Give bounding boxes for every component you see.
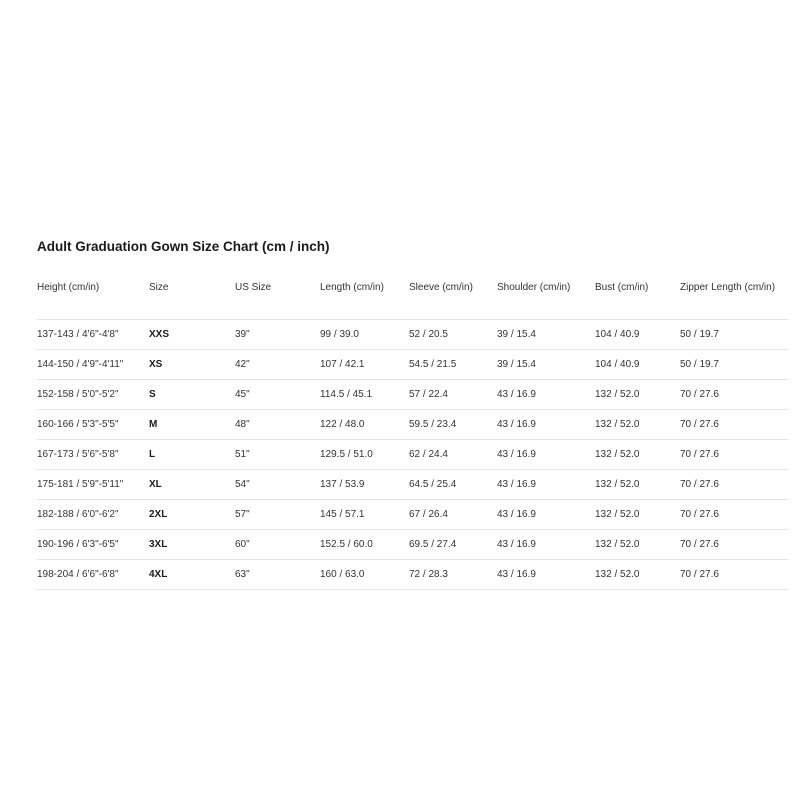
cell-bust: 132 / 52.0: [595, 530, 680, 560]
table-row: [37, 410, 789, 440]
cell-size: L: [149, 440, 235, 470]
cell-height: 160-166 / 5'3"-5'5": [37, 410, 149, 440]
cell-bust: 132 / 52.0: [595, 500, 680, 530]
cell-shoulder: 43 / 16.9: [497, 530, 595, 560]
header-height: Height (cm/in): [37, 281, 149, 320]
cell-size: S: [149, 380, 235, 410]
table-row: [37, 500, 789, 530]
cell-length: 160 / 63.0: [320, 560, 409, 590]
cell-size: 3XL: [149, 530, 235, 560]
cell-height: 198-204 / 6'6"-6'8": [37, 560, 149, 590]
cell-zipper-length: 70 / 27.6: [680, 470, 789, 500]
cell-shoulder: 43 / 16.9: [497, 380, 595, 410]
cell-shoulder: 43 / 16.9: [497, 560, 595, 590]
size-table: [37, 281, 789, 590]
cell-shoulder: 43 / 16.9: [497, 500, 595, 530]
cell-size: XXS: [149, 320, 235, 350]
cell-length: 107 / 42.1: [320, 350, 409, 380]
cell-zipper-length: 50 / 19.7: [680, 350, 789, 380]
cell-sleeve: 67 / 26.4: [409, 500, 497, 530]
cell-length: 145 / 57.1: [320, 500, 409, 530]
header-sleeve: Sleeve (cm/in): [409, 281, 497, 320]
cell-bust: 104 / 40.9: [595, 350, 680, 380]
header-zipper-length: Zipper Length (cm/in): [680, 281, 789, 320]
cell-sleeve: 52 / 20.5: [409, 320, 497, 350]
table-row: [37, 440, 789, 470]
cell-sleeve: 72 / 28.3: [409, 560, 497, 590]
cell-zipper-length: 70 / 27.6: [680, 380, 789, 410]
cell-size: M: [149, 410, 235, 440]
cell-zipper-length: 70 / 27.6: [680, 500, 789, 530]
cell-height: 182-188 / 6'0"-6'2": [37, 500, 149, 530]
cell-size: 2XL: [149, 500, 235, 530]
cell-shoulder: 43 / 16.9: [497, 410, 595, 440]
cell-bust: 132 / 52.0: [595, 380, 680, 410]
cell-sleeve: 54.5 / 21.5: [409, 350, 497, 380]
cell-sleeve: 57 / 22.4: [409, 380, 497, 410]
cell-bust: 132 / 52.0: [595, 410, 680, 440]
chart-title: Adult Graduation Gown Size Chart (cm / inch): [37, 239, 330, 254]
cell-size: XL: [149, 470, 235, 500]
cell-size: XS: [149, 350, 235, 380]
cell-zipper-length: 50 / 19.7: [680, 320, 789, 350]
cell-height: 167-173 / 5'6"-5'8": [37, 440, 149, 470]
cell-us-size: 54": [235, 470, 320, 500]
cell-sleeve: 62 / 24.4: [409, 440, 497, 470]
cell-us-size: 45": [235, 380, 320, 410]
cell-length: 137 / 53.9: [320, 470, 409, 500]
cell-zipper-length: 70 / 27.6: [680, 530, 789, 560]
cell-height: 175-181 / 5'9"-5'11": [37, 470, 149, 500]
cell-bust: 132 / 52.0: [595, 470, 680, 500]
cell-length: 99 / 39.0: [320, 320, 409, 350]
table-row: [37, 470, 789, 500]
cell-zipper-length: 70 / 27.6: [680, 410, 789, 440]
cell-sleeve: 69.5 / 27.4: [409, 530, 497, 560]
cell-us-size: 48": [235, 410, 320, 440]
cell-bust: 132 / 52.0: [595, 440, 680, 470]
header-shoulder: Shoulder (cm/in): [497, 281, 595, 320]
cell-us-size: 42": [235, 350, 320, 380]
cell-height: 190-196 / 6'3"-6'5": [37, 530, 149, 560]
header-row: [37, 281, 789, 320]
cell-length: 114.5 / 45.1: [320, 380, 409, 410]
cell-shoulder: 39 / 15.4: [497, 350, 595, 380]
cell-us-size: 63": [235, 560, 320, 590]
cell-shoulder: 43 / 16.9: [497, 440, 595, 470]
cell-zipper-length: 70 / 27.6: [680, 560, 789, 590]
cell-sleeve: 59.5 / 23.4: [409, 410, 497, 440]
cell-bust: 132 / 52.0: [595, 560, 680, 590]
cell-size: 4XL: [149, 560, 235, 590]
cell-shoulder: 43 / 16.9: [497, 470, 595, 500]
header-size: Size: [149, 281, 235, 320]
header-us-size: US Size: [235, 281, 320, 320]
cell-height: 137-143 / 4'6"-4'8": [37, 320, 149, 350]
table-body: [37, 320, 789, 590]
cell-us-size: 60": [235, 530, 320, 560]
table-row: [37, 350, 789, 380]
table-row: [37, 560, 789, 590]
header-length: Length (cm/in): [320, 281, 409, 320]
cell-height: 152-158 / 5'0"-5'2": [37, 380, 149, 410]
cell-us-size: 51": [235, 440, 320, 470]
table-row: [37, 320, 789, 350]
cell-sleeve: 64.5 / 25.4: [409, 470, 497, 500]
cell-shoulder: 39 / 15.4: [497, 320, 595, 350]
cell-length: 122 / 48.0: [320, 410, 409, 440]
table-row: [37, 380, 789, 410]
cell-length: 129.5 / 51.0: [320, 440, 409, 470]
table-row: [37, 530, 789, 560]
cell-bust: 104 / 40.9: [595, 320, 680, 350]
cell-zipper-length: 70 / 27.6: [680, 440, 789, 470]
size-chart: [37, 236, 789, 590]
cell-length: 152.5 / 60.0: [320, 530, 409, 560]
cell-us-size: 39": [235, 320, 320, 350]
cell-us-size: 57": [235, 500, 320, 530]
header-bust: Bust (cm/in): [595, 281, 680, 320]
cell-height: 144-150 / 4'9"-4'11": [37, 350, 149, 380]
